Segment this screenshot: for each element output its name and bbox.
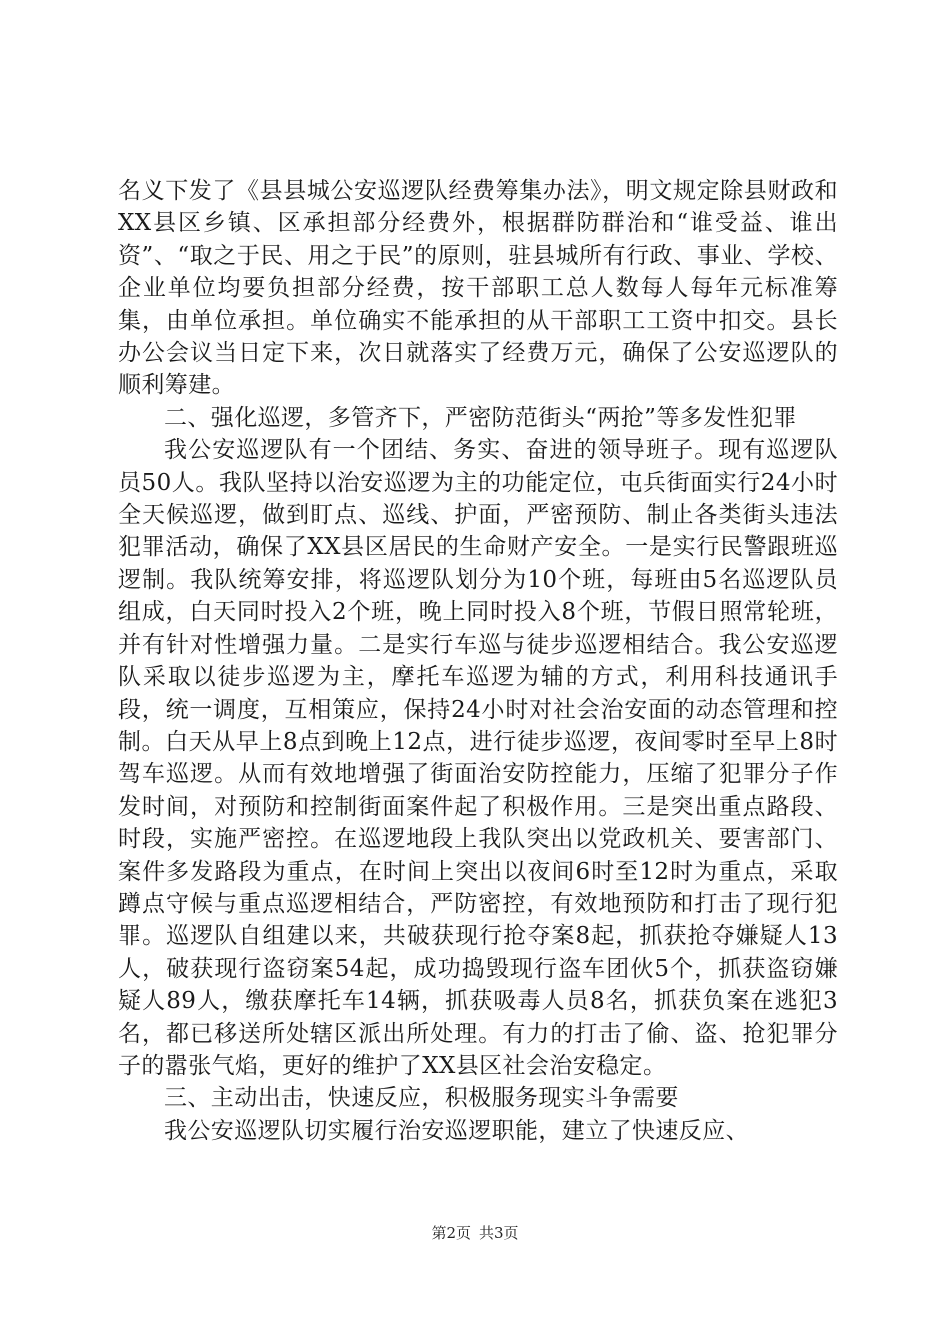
page-number: 第2页 (431, 1224, 471, 1242)
page-total: 共3页 (479, 1224, 519, 1242)
document-body (118, 175, 838, 1147)
section-heading-2: 二、强化巡逻，多管齐下，严密防范街头“两抢”等多发性犯罪 (164, 404, 797, 431)
section-heading-3: 三、主动出击，快速反应，积极服务现实斗争需要 (164, 1085, 679, 1112)
paragraph-fast-response: 我公安巡逻队切实履行治安巡逻职能，建立了快速反应、 (164, 1117, 749, 1144)
paragraph-continuation: 名义下发了《县县城公安巡逻队经费筹集办法》，明文规定除县财政和XX县区乡镇、区承担部分经费外，根据群防群治和“谁受益、谁出资”、“取之于民、用之于民”的原则，驻县城所有行政、事业、学校、企业单位均要负担部分经费，按干部职工总人数每人每年元标准筹集，由单位承担。单位确实不能承担的从干部职工工资中扣交。县长办公会议当日定下来，次日就落实了经费万元，确保了公安巡逻队的顺利筹建。 (118, 178, 838, 399)
page-footer (0, 1222, 950, 1243)
paragraph-patrol-team: 我公安巡逻队有一个团结、务实、奋进的领导班子。现有巡逻队员50人。我队坚持以治安巡逻为主的功能定位，屯兵街面实行24小时全天候巡逻，做到盯点、巡线、护面，严密预防、制止各类街头违法犯罪活动，确保了XX县区居民的生命财产安全。一是实行民警跟班巡逻制。我队统筹安排，将巡逻队划分为10个班，每班由5名巡逻队员组成，白天同时投入2个班，晚上同时投入8个班，节假日照常轮班，并有针对性增强力量。二是实行车巡与徒步巡逻相结合。我公安巡逻队采取以徒步巡逻为主，摩托车巡逻为辅的方式，利用科技通讯手段，统一调度，互相策应，保持24小时对社会治安面的动态管理和控制。白天从早上8点到晚上12点，进行徒步巡逻，夜间零时至早上8时驾车巡逻。从而有效地增强了街面治安防控能力，压缩了犯罪分子作发时间，对预防和控制街面案件起了积极作用。三是突出重点路段、时段，实施严密控。在巡逻地段上我队突出以党政机关、要害部门、案件多发路段为重点，在时间上突出以夜间6时至12时为重点，采取蹲点守候与重点巡逻相结合，严防密控，有效地预防和打击了现行犯罪。巡逻队自组建以来，共破获现行抢夺案8起，抓获抢夺嫌疑人13人，破获现行盗窃案54起，成功捣毁现行盗车团伙5个，抓获盗窃嫌疑人89人，缴获摩托车14辆，抓获吸毒人员8名，抓获负案在逃犯3名，都已移送所处辖区派出所处理。有力的打击了偷、盗、抢犯罪分子的嚣张气焰，更好的维护了XX县区社会治安稳定。 (118, 437, 838, 1079)
